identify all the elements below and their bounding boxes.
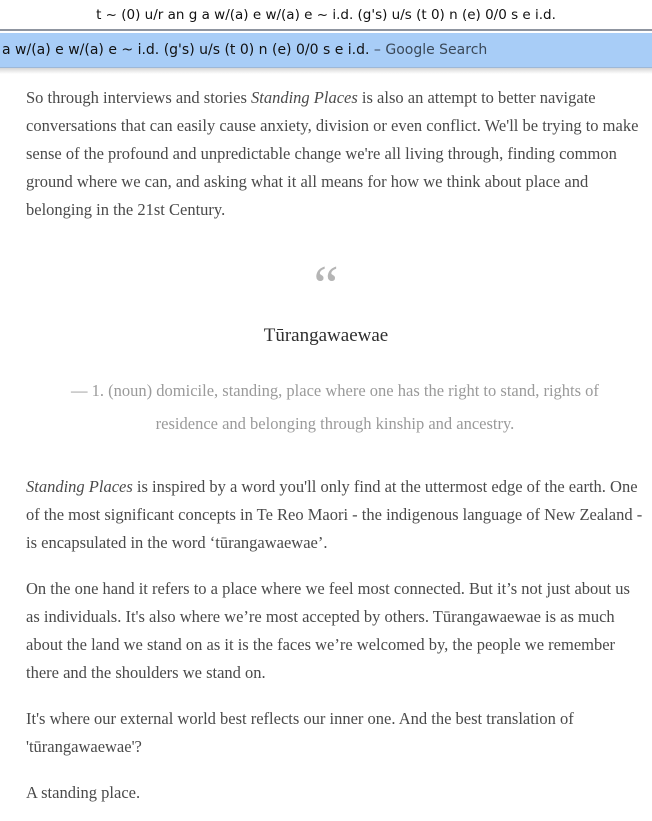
- dropdown-shadow: [0, 68, 652, 74]
- suggestion-query: a w/(a) e w/(a) e ~ i.d. (g's) u/s (t 0) n (e) 0/0 s e i.d.: [2, 42, 370, 58]
- quote-definition: — 1. (noun) domicile, standing, place where one has the right to stand, rights of residence and belonging through kinship and ancestry.: [71, 381, 599, 433]
- intro-text-after: is also an attempt to better navigate conversations that can easily cause anxiety, division or even conflict. We'll be trying to make sense of the profound and unpredictable change we're all living through, finding common ground where we can, and asking what it all means for how we think about place and belonging in the 21st Century.: [26, 88, 639, 219]
- inspired-paragraph: [26, 473, 646, 557]
- standing-place-paragraph: A standing place.: [26, 783, 141, 802]
- search-field-text[interactable]: t ~ (0) u/r an g a w/(a) e w/(a) e ~ i.d. (g's) u/s (t 0) n (e) 0/0 s e i.d.: [96, 7, 556, 23]
- intro-title-italic: Standing Places: [251, 88, 358, 107]
- inspired-text: is inspired by a word you'll only find at the uttermost edge of the earth. One of the most significant concepts in Te Reo Maori - the indigenous language of New Zealand - is encapsulated in the word ‘tūrangawaewae’.: [26, 477, 643, 552]
- suggestion-source: – Google Search: [369, 42, 488, 58]
- one-hand-paragraph: On the one hand it refers to a place where we feel most connected. But it’s not just about us as individuals. It's also where we’re most accepted by others. Tūrangawaewae is as much about the land we stand on as it is the faces we’re welcomed by, the people we remember there and the shoulders we stand on.: [26, 579, 630, 682]
- inspired-title-italic: Standing Places: [26, 477, 133, 496]
- intro-paragraph: [26, 84, 646, 224]
- quote-mark-icon: “: [313, 255, 339, 317]
- search-suggestion-text[interactable]: [2, 42, 487, 58]
- quote-title: Tūrangawaewae: [263, 325, 389, 346]
- external-world-paragraph: It's where our external world best reflects our inner one. And the best translation of 'tūrangawaewae'?: [26, 709, 574, 756]
- search-field[interactable]: [0, 0, 652, 31]
- search-suggestion-row[interactable]: [0, 33, 652, 68]
- intro-text-before: So through interviews and stories: [26, 88, 252, 107]
